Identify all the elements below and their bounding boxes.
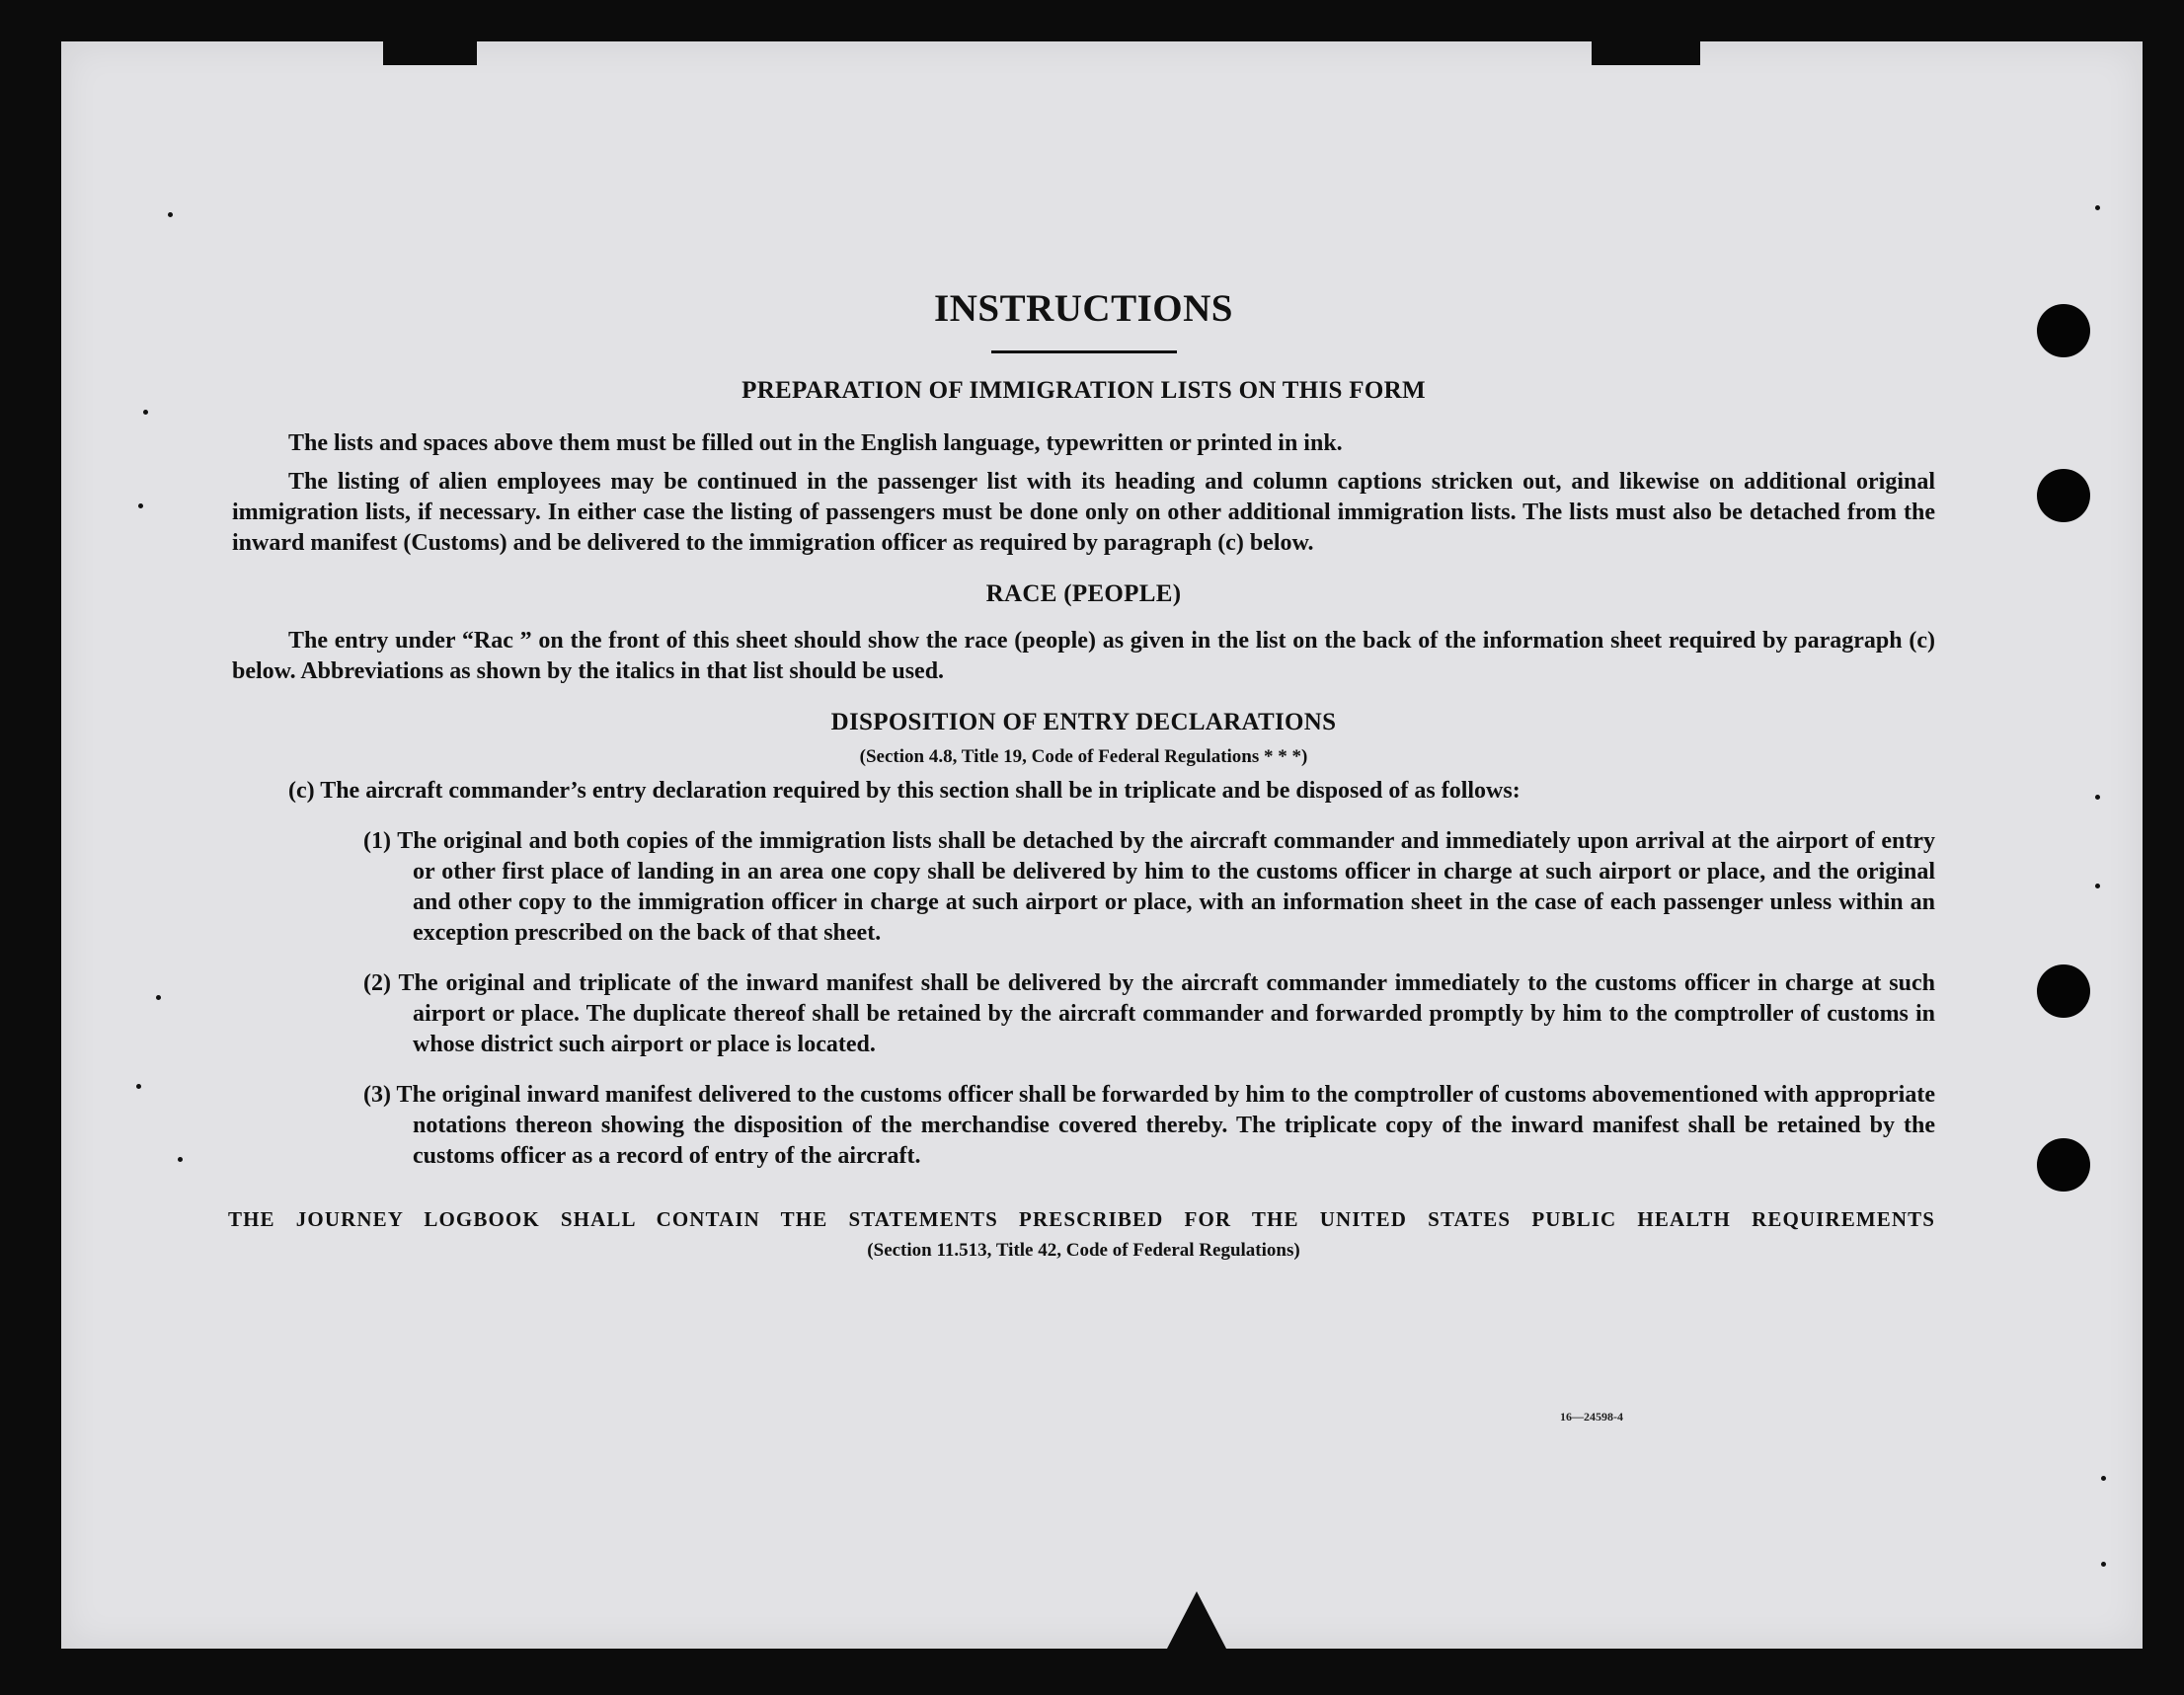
paper-speck	[2101, 1476, 2106, 1481]
paragraph: The listing of alien employees may be continued in the passenger list with its heading and column captions stricken out, and likewise on additional original immigration lists, if necessary. In either case the listing of passengers must be done only on other additional immigration lists. The lists must also be detached from the inward manifest (Customs) and be delivered to the immigration officer as required by paragraph (c) below.	[232, 469, 1935, 556]
title-underline	[991, 350, 1177, 353]
paper-speck	[143, 410, 148, 415]
section-heading-preparation: PREPARATION OF IMMIGRATION LISTS ON THIS FORM	[741, 377, 1426, 404]
footer-citation: (Section 11.513, Title 42, Code of Federal Regulations)	[867, 1240, 1300, 1261]
paragraph: The entry under “Rac ” on the front of this sheet should show the race (people) as given in the list on the back of the information sheet required by paragraph (c) below. Abbreviations as shown by the italics in that list should be used.	[232, 628, 1935, 684]
paper-speck	[2095, 795, 2100, 800]
paragraph-intro: (c) The aircraft commander’s entry declaration required by this section shall be in triplicate and be disposed of as follows:	[288, 778, 1521, 804]
section-citation: (Section 4.8, Title 19, Code of Federal Regulations * * *)	[859, 746, 1308, 767]
punch-hole	[2037, 469, 2090, 522]
paper-speck	[168, 212, 173, 217]
paragraph: The lists and spaces above them must be filled out in the English language, typewritten or printed in ink.	[288, 430, 1343, 456]
paper-speck	[138, 503, 143, 508]
paper-speck	[2095, 205, 2100, 210]
section-heading-disposition: DISPOSITION OF ENTRY DECLARATIONS	[830, 709, 1337, 735]
footer-statement: THE JOURNEY LOGBOOK SHALL CONTAIN THE STATEMENTS PRESCRIBED FOR THE UNITED STATES PUBLIC HEALTH REQUIREMENTS	[228, 1207, 1935, 1231]
list-item: (1) The original and both copies of the immigration lists shall be detached by the aircraft commander and immediately upon arrival at the airport of entry or other first place of landing in an area one copy shall be delivered by him to the customs officer in charge at such airport or place, and the original and other copy to the immigration officer in charge at such airport or place, with an information sheet in the case of each passenger unless within an exception prescribed on the back of that sheet.	[363, 828, 1935, 946]
page-title: INSTRUCTIONS	[934, 287, 1233, 330]
paper-speck	[136, 1084, 141, 1089]
list-item: (2) The original and triplicate of the inward manifest shall be delivered by the aircraft commander immediately to the customs officer in charge at such airport or place. The duplicate thereof shall be retained by the aircraft commander and forwarded promptly by him to the comptroller of customs in whose district such airport or place is located.	[363, 970, 1935, 1057]
punch-hole	[2037, 1138, 2090, 1192]
top-clip-right	[1592, 38, 1700, 65]
paper-speck	[2095, 884, 2100, 888]
list-item: (3) The original inward manifest delivered to the customs officer shall be forwarded by him to the comptroller of customs abovementioned with appropriate notations thereon showing the disposition of the merchandise covered thereby. The triplicate copy of the inward manifest shall be retained by the customs officer as a record of entry of the aircraft.	[363, 1082, 1935, 1169]
punch-hole	[2037, 304, 2090, 357]
top-clip-left	[383, 38, 477, 65]
instructions-content	[228, 267, 1935, 1262]
paper-speck	[156, 995, 161, 1000]
paper-speck	[178, 1157, 183, 1162]
punch-hole	[2037, 964, 2090, 1018]
bottom-notch	[1167, 1591, 1226, 1649]
form-code: 16—24598-4	[1560, 1410, 1623, 1424]
paper-speck	[2101, 1562, 2106, 1567]
section-heading-race: RACE (PEOPLE)	[985, 580, 1182, 607]
